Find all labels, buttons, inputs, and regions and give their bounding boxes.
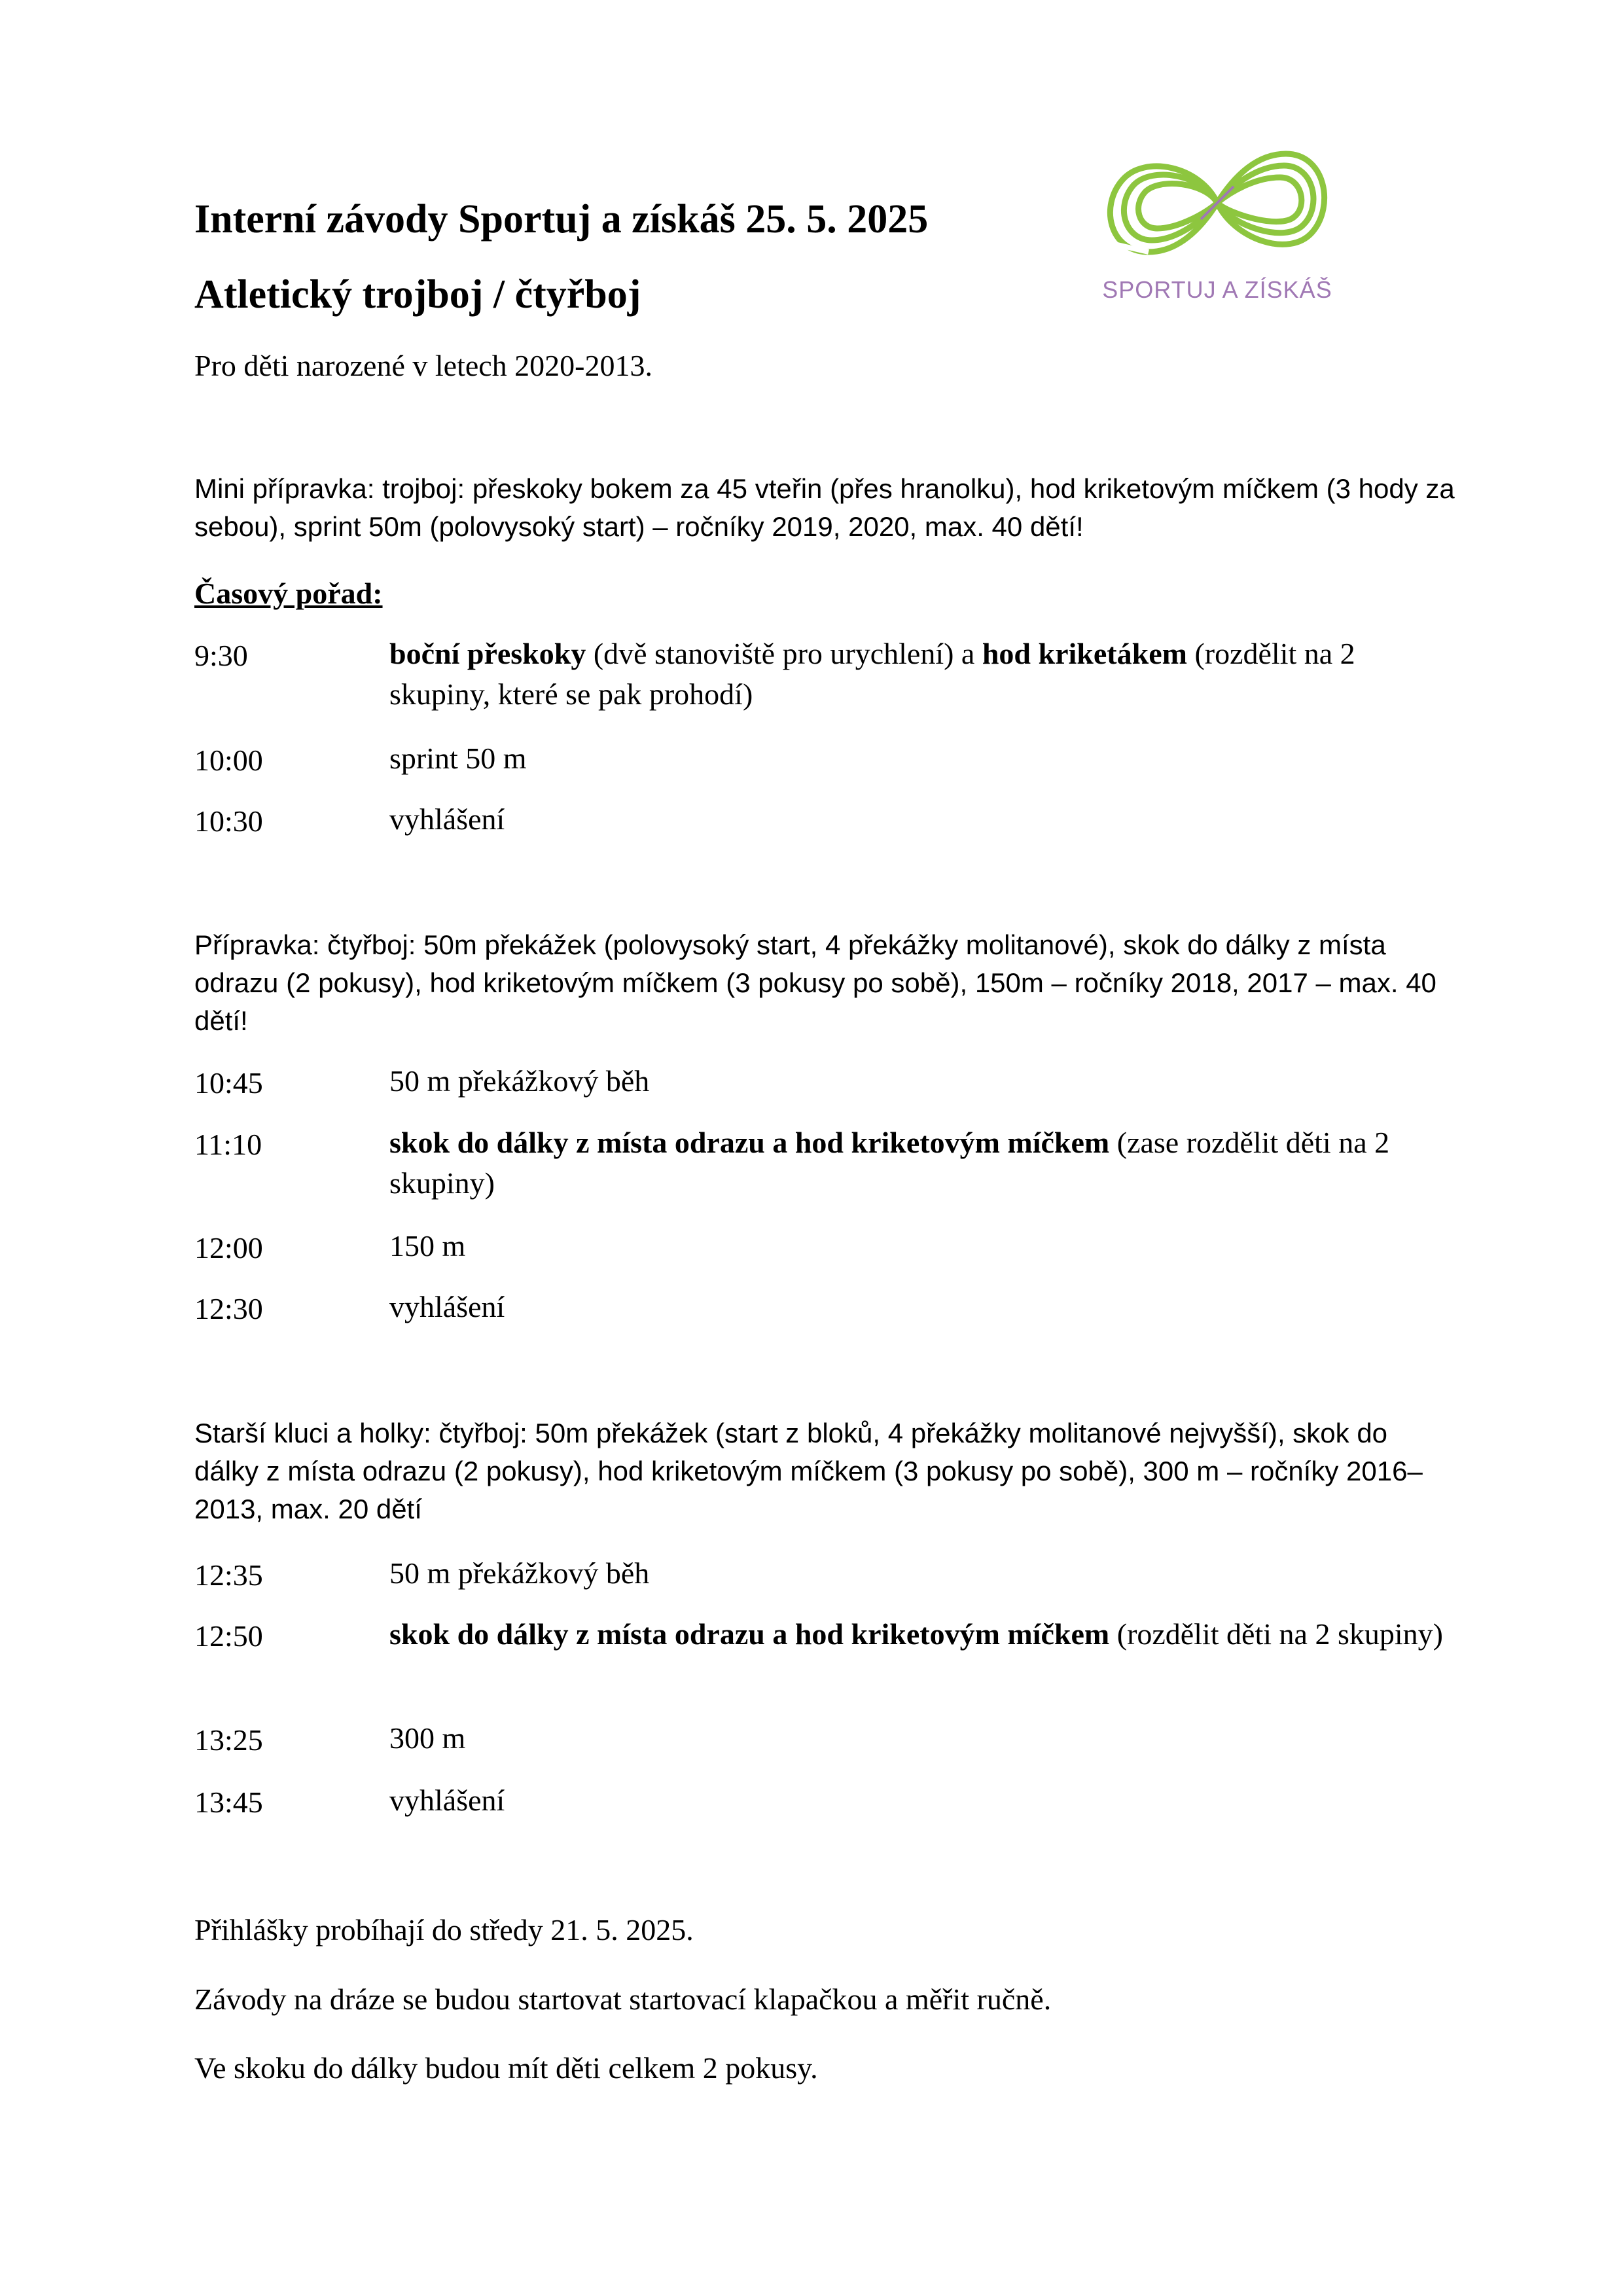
schedule-activity: 50 m překážkový běh [389,1064,650,1098]
schedule-time: 12:00 [194,1231,263,1265]
schedule-activity [389,634,1450,715]
schedule-activity: 300 m [389,1721,466,1755]
logo-text: SPORTUJ A ZÍSKÁŠ [1102,276,1332,303]
note-long-jump: Ve skoku do dálky budou mít děti celkem 2 pokusy. [194,2051,818,2085]
section-mini-description: Mini přípravka: trojboj: přeskoky bokem za 45 vteřin (přes hranolku), hod kriketovým míčkem (3 hody za sebou), sprint 50m (polovysoký start) – ročníky 2019, 2020, max. 40 dětí! [194,473,1455,542]
activity-text: (rozdělit děti na 2 skupiny) [1109,1617,1443,1651]
schedule-activity: vyhlášení [389,1784,505,1817]
activity-bold: skok do dálky z místa odrazu a hod kriketovým míčkem [389,1617,1110,1651]
schedule-time: 13:25 [194,1723,263,1757]
note-registration: Přihlášky probíhají do středy 21. 5. 2025. [194,1913,694,1946]
schedule-heading: Časový pořad: [194,577,383,610]
schedule-activity: vyhlášení [389,802,505,836]
schedule-time: 9:30 [194,639,248,672]
schedule-activity: 150 m [389,1229,466,1263]
schedule-time: 13:45 [194,1785,263,1819]
schedule-activity: sprint 50 m [389,742,527,775]
schedule-activity [389,1122,1450,1204]
activity-bold: skok do dálky z místa odrazu a hod kriketovým míčkem [389,1126,1110,1159]
schedule-time: 10:45 [194,1066,263,1100]
schedule-time: 11:10 [194,1128,262,1161]
schedule-time: 12:50 [194,1619,263,1653]
infinity-track-icon [1086,141,1348,317]
page-title: Interní závody Sportuj a získáš 25. 5. 2025 [194,197,929,242]
birth-years-text: Pro děti narozené v letech 2020-2013. [194,349,652,382]
section-pripravka-description: Přípravka: čtyřboj: 50m překážek (polovysoký start, 4 překážky molitanové), skok do dálky z místa odrazu (2 pokusy), hod kriketovým míčkem (3 pokusy po sobě), 150m – ročníky 2018, 2017 – max. 40 dětí! [194,929,1436,1036]
schedule-time: 12:35 [194,1558,263,1592]
schedule-activity [389,1614,1450,1655]
activity-bold: hod kriketákem [982,637,1187,670]
section-starsi-description: Starší kluci a holky: čtyřboj: 50m překážek (start z bloků, 4 překážky molitanové nejvyšší), skok do dálky z místa odrazu (2 pokusy), hod kriketovým míčkem (3 pokusy po sobě), 300 m – ročníky 2016–2013, max. 20 dětí [194,1418,1423,1524]
activity-text: (rozdělit na 2 skupiny, které se pak prohodí) [389,637,1355,711]
schedule-time: 10:00 [194,744,263,777]
activity-text: (zase rozdělit děti na 2 skupiny) [389,1126,1390,1200]
schedule-activity: 50 m překážkový běh [389,1556,650,1590]
activity-bold: boční přeskoky [389,637,586,670]
schedule-activity: vyhlášení [389,1290,505,1323]
logo [1086,141,1348,317]
page-subtitle: Atletický trojboj / čtyřboj [194,272,641,317]
schedule-time: 12:30 [194,1292,263,1325]
schedule-time: 10:30 [194,804,263,838]
activity-text: (dvě stanoviště pro urychlení) a [586,637,982,670]
note-timing: Závody na dráze se budou startovat startovací klapačkou a měřit ručně. [194,1982,1052,2016]
